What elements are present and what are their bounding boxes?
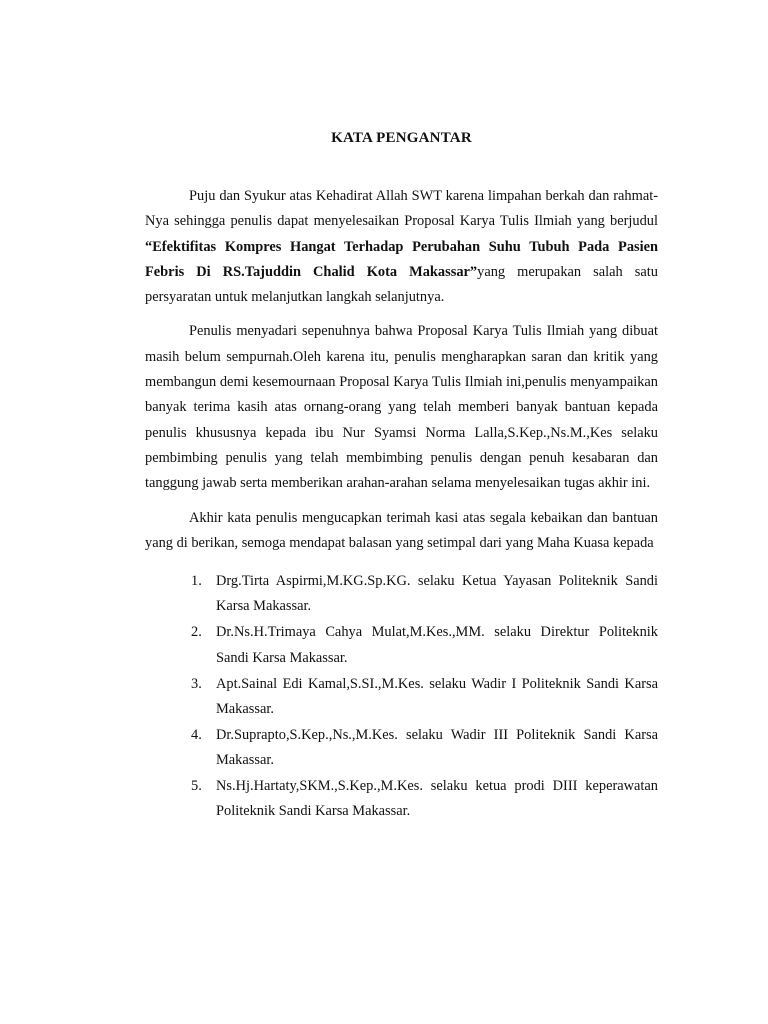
list-item-number: 4. — [191, 726, 202, 743]
list-item-text: Dr.Ns.H.Trimaya Cahya Mulat,M.Kes.,MM. selaku Direktur Politeknik Sandi Karsa Makassar. — [216, 624, 658, 666]
list-item — [145, 620, 658, 671]
thanks-list — [145, 569, 658, 824]
list-item-number: 3. — [191, 675, 202, 692]
list-item-number: 5. — [191, 777, 202, 794]
paragraph-closing: Akhir kata penulis mengucapkan terimah kasi atas segala kebaikan dan bantuan yang di berikan, semoga mendapat balasan yang setimpal dari yang Maha Kuasa kepada — [145, 509, 658, 551]
proposal-title: “Efektifitas Kompres Hangat Terhadap Perubahan Suhu Tubuh Pada Pasien Febris Di RS.Tajuddin Chalid Kota Makassar” — [145, 238, 658, 280]
page-title: KATA PENGANTAR — [331, 130, 472, 146]
list-item-text: Drg.Tirta Aspirmi,M.KG.Sp.KG. selaku Ketua Yayasan Politeknik Sandi Karsa Makassar. — [216, 573, 658, 615]
paragraph-intro-tail: yang merupakan salah satu persyaratan untuk melanjutkan langkah selanjutnya. — [145, 263, 658, 306]
list-item — [145, 569, 658, 620]
list-item-text: Dr.Suprapto,S.Kep.,Ns.,M.Kes. selaku Wadir III Politeknik Sandi Karsa Makassar. — [216, 726, 658, 769]
paragraph-intro-text: Puju dan Syukur atas Kehadirat Allah SWT karena limpahan berkah dan rahmat-Nya sehingga penulis dapat menyelesaikan Proposal Karya Tulis Ilmiah yang berjudul — [145, 188, 658, 230]
list-item — [145, 774, 658, 825]
document-page — [145, 130, 658, 825]
paragraph-acknowledgement: Penulis menyadari sepenuhnya bahwa Proposal Karya Tulis Ilmiah yang dibuat masih belum sempurnah.Oleh karena itu, penulis mengharapkan saran dan kritik yang membangun demi kesemournaan Proposal Karya Tulis Ilmiah ini,penulis menyampaikan banyak terima kasih atas ornang-orang yang telah memberi banyak bantuan kepada penulis khususnya kepada ibu Nur Syamsi Norma Lalla,S.Kep.,Ns.M.,Kes selaku pembimbing penulis yang telah membimbing penulis dengan penuh kesabaran dan tanggung jawab serta memberikan arahan-arahan selama menyelesaikan tugas akhir ini. — [145, 323, 658, 492]
list-item-text: Ns.Hj.Hartaty,SKM.,S.Kep.,M.Kes. selaku ketua prodi DIII keperawatan Politeknik Sandi Karsa Makassar. — [216, 777, 658, 820]
list-item-number: 1. — [191, 573, 202, 590]
list-item — [145, 723, 658, 774]
paragraph-intro — [145, 184, 658, 310]
list-item-text: Apt.Sainal Edi Kamal,S.SI.,M.Kes. selaku Wadir I Politeknik Sandi Karsa Makassar. — [216, 675, 658, 717]
list-item — [145, 672, 658, 723]
list-item-number: 2. — [191, 624, 202, 641]
